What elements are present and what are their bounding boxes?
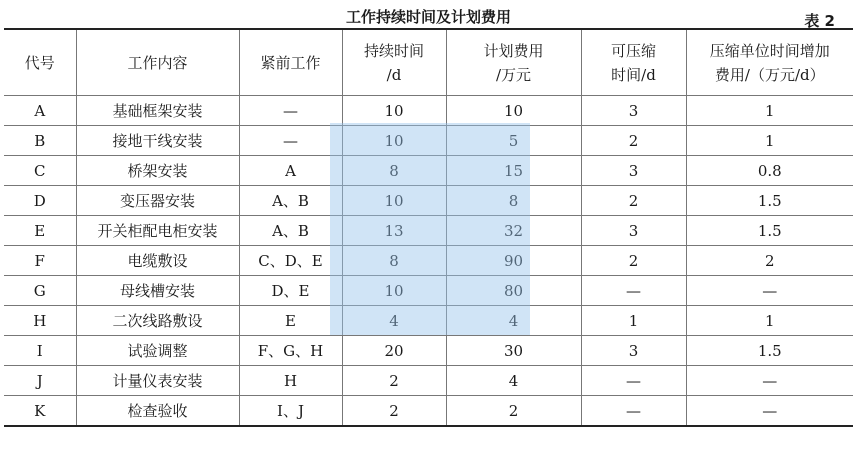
- cell-duration: 8: [342, 246, 446, 276]
- header-unit-cost: 压缩单位时间增加 费用/（万元/d）: [686, 29, 853, 96]
- cell-content: 试验调整: [76, 336, 239, 366]
- cell-duration: 10: [342, 96, 446, 126]
- cell-unit-cost: —: [686, 276, 853, 306]
- header-content: 工作内容: [76, 29, 239, 96]
- cell-unit-cost: 1: [686, 96, 853, 126]
- cell-duration: 10: [342, 186, 446, 216]
- cell-code: H: [4, 306, 76, 336]
- cell-unit-cost: 1.5: [686, 336, 853, 366]
- cell-unit-cost: 2: [686, 246, 853, 276]
- cell-predecessor: C、D、E: [239, 246, 342, 276]
- cell-predecessor: A、B: [239, 186, 342, 216]
- cell-unit-cost: 1: [686, 126, 853, 156]
- table-number: 表 2: [804, 12, 835, 30]
- cell-code: I: [4, 336, 76, 366]
- cell-content: 开关柜配电柜安装: [76, 216, 239, 246]
- cell-unit-cost: 0.8: [686, 156, 853, 186]
- cell-unit-cost: 1.5: [686, 216, 853, 246]
- cell-compressible: 3: [581, 156, 686, 186]
- cell-content: 变压器安装: [76, 186, 239, 216]
- table-row: [4, 96, 853, 126]
- cell-content: 计量仪表安装: [76, 366, 239, 396]
- cell-code: A: [4, 96, 76, 126]
- cell-compressible: —: [581, 366, 686, 396]
- cell-compressible: 3: [581, 336, 686, 366]
- cell-content: 电缆敷设: [76, 246, 239, 276]
- cell-predecessor: I、J: [239, 396, 342, 427]
- cell-content: 接地干线安装: [76, 126, 239, 156]
- cell-cost: 8: [446, 186, 581, 216]
- cell-compressible: 2: [581, 186, 686, 216]
- cell-code: D: [4, 186, 76, 216]
- cell-duration: 10: [342, 276, 446, 306]
- header-predecessor: 紧前工作: [239, 29, 342, 96]
- cell-code: G: [4, 276, 76, 306]
- table-row: [4, 306, 853, 336]
- table-row: [4, 246, 853, 276]
- cell-code: F: [4, 246, 76, 276]
- cell-cost: 4: [446, 306, 581, 336]
- cell-predecessor: A: [239, 156, 342, 186]
- cell-cost: 10: [446, 96, 581, 126]
- cell-predecessor: —: [239, 126, 342, 156]
- cell-compressible: 1: [581, 306, 686, 336]
- cell-duration: 8: [342, 156, 446, 186]
- table-row: [4, 336, 853, 366]
- cell-duration: 10: [342, 126, 446, 156]
- cell-content: 桥架安装: [76, 156, 239, 186]
- cell-compressible: 3: [581, 96, 686, 126]
- cell-predecessor: D、E: [239, 276, 342, 306]
- header-compressible: 可压缩 时间/d: [581, 29, 686, 96]
- cell-predecessor: E: [239, 306, 342, 336]
- cell-compressible: —: [581, 276, 686, 306]
- cell-content: 检查验收: [76, 396, 239, 427]
- cell-compressible: —: [581, 396, 686, 427]
- cell-cost: 2: [446, 396, 581, 427]
- cell-unit-cost: 1: [686, 306, 853, 336]
- cell-content: 基础框架安装: [76, 96, 239, 126]
- table-row: [4, 366, 853, 396]
- cell-predecessor: F、G、H: [239, 336, 342, 366]
- cell-duration: 13: [342, 216, 446, 246]
- table-row: [4, 396, 853, 427]
- cell-cost: 5: [446, 126, 581, 156]
- header-cost: 计划费用 /万元: [446, 29, 581, 96]
- table-row: [4, 276, 853, 306]
- table-row: [4, 186, 853, 216]
- cell-compressible: 2: [581, 126, 686, 156]
- cell-cost: 15: [446, 156, 581, 186]
- table-row: [4, 216, 853, 246]
- cell-code: C: [4, 156, 76, 186]
- header-code: 代号: [4, 29, 76, 96]
- cell-cost: 32: [446, 216, 581, 246]
- cell-code: B: [4, 126, 76, 156]
- cell-code: E: [4, 216, 76, 246]
- header-row: [4, 29, 853, 96]
- cell-compressible: 3: [581, 216, 686, 246]
- cell-cost: 80: [446, 276, 581, 306]
- cell-unit-cost: 1.5: [686, 186, 853, 216]
- cell-unit-cost: —: [686, 366, 853, 396]
- work-schedule-table: [4, 28, 853, 427]
- header-duration: 持续时间 /d: [342, 29, 446, 96]
- cell-predecessor: H: [239, 366, 342, 396]
- cell-duration: 2: [342, 396, 446, 427]
- cell-code: J: [4, 366, 76, 396]
- table-title: 工作持续时间及计划费用: [345, 8, 511, 26]
- cell-cost: 30: [446, 336, 581, 366]
- cell-duration: 20: [342, 336, 446, 366]
- cell-duration: 4: [342, 306, 446, 336]
- cell-predecessor: A、B: [239, 216, 342, 246]
- cell-compressible: 2: [581, 246, 686, 276]
- table-row: [4, 126, 853, 156]
- cell-unit-cost: —: [686, 396, 853, 427]
- cell-code: K: [4, 396, 76, 427]
- cell-duration: 2: [342, 366, 446, 396]
- cell-content: 母线槽安装: [76, 276, 239, 306]
- cell-cost: 90: [446, 246, 581, 276]
- cell-cost: 4: [446, 366, 581, 396]
- cell-content: 二次线路敷设: [76, 306, 239, 336]
- cell-predecessor: —: [239, 96, 342, 126]
- table-row: [4, 156, 853, 186]
